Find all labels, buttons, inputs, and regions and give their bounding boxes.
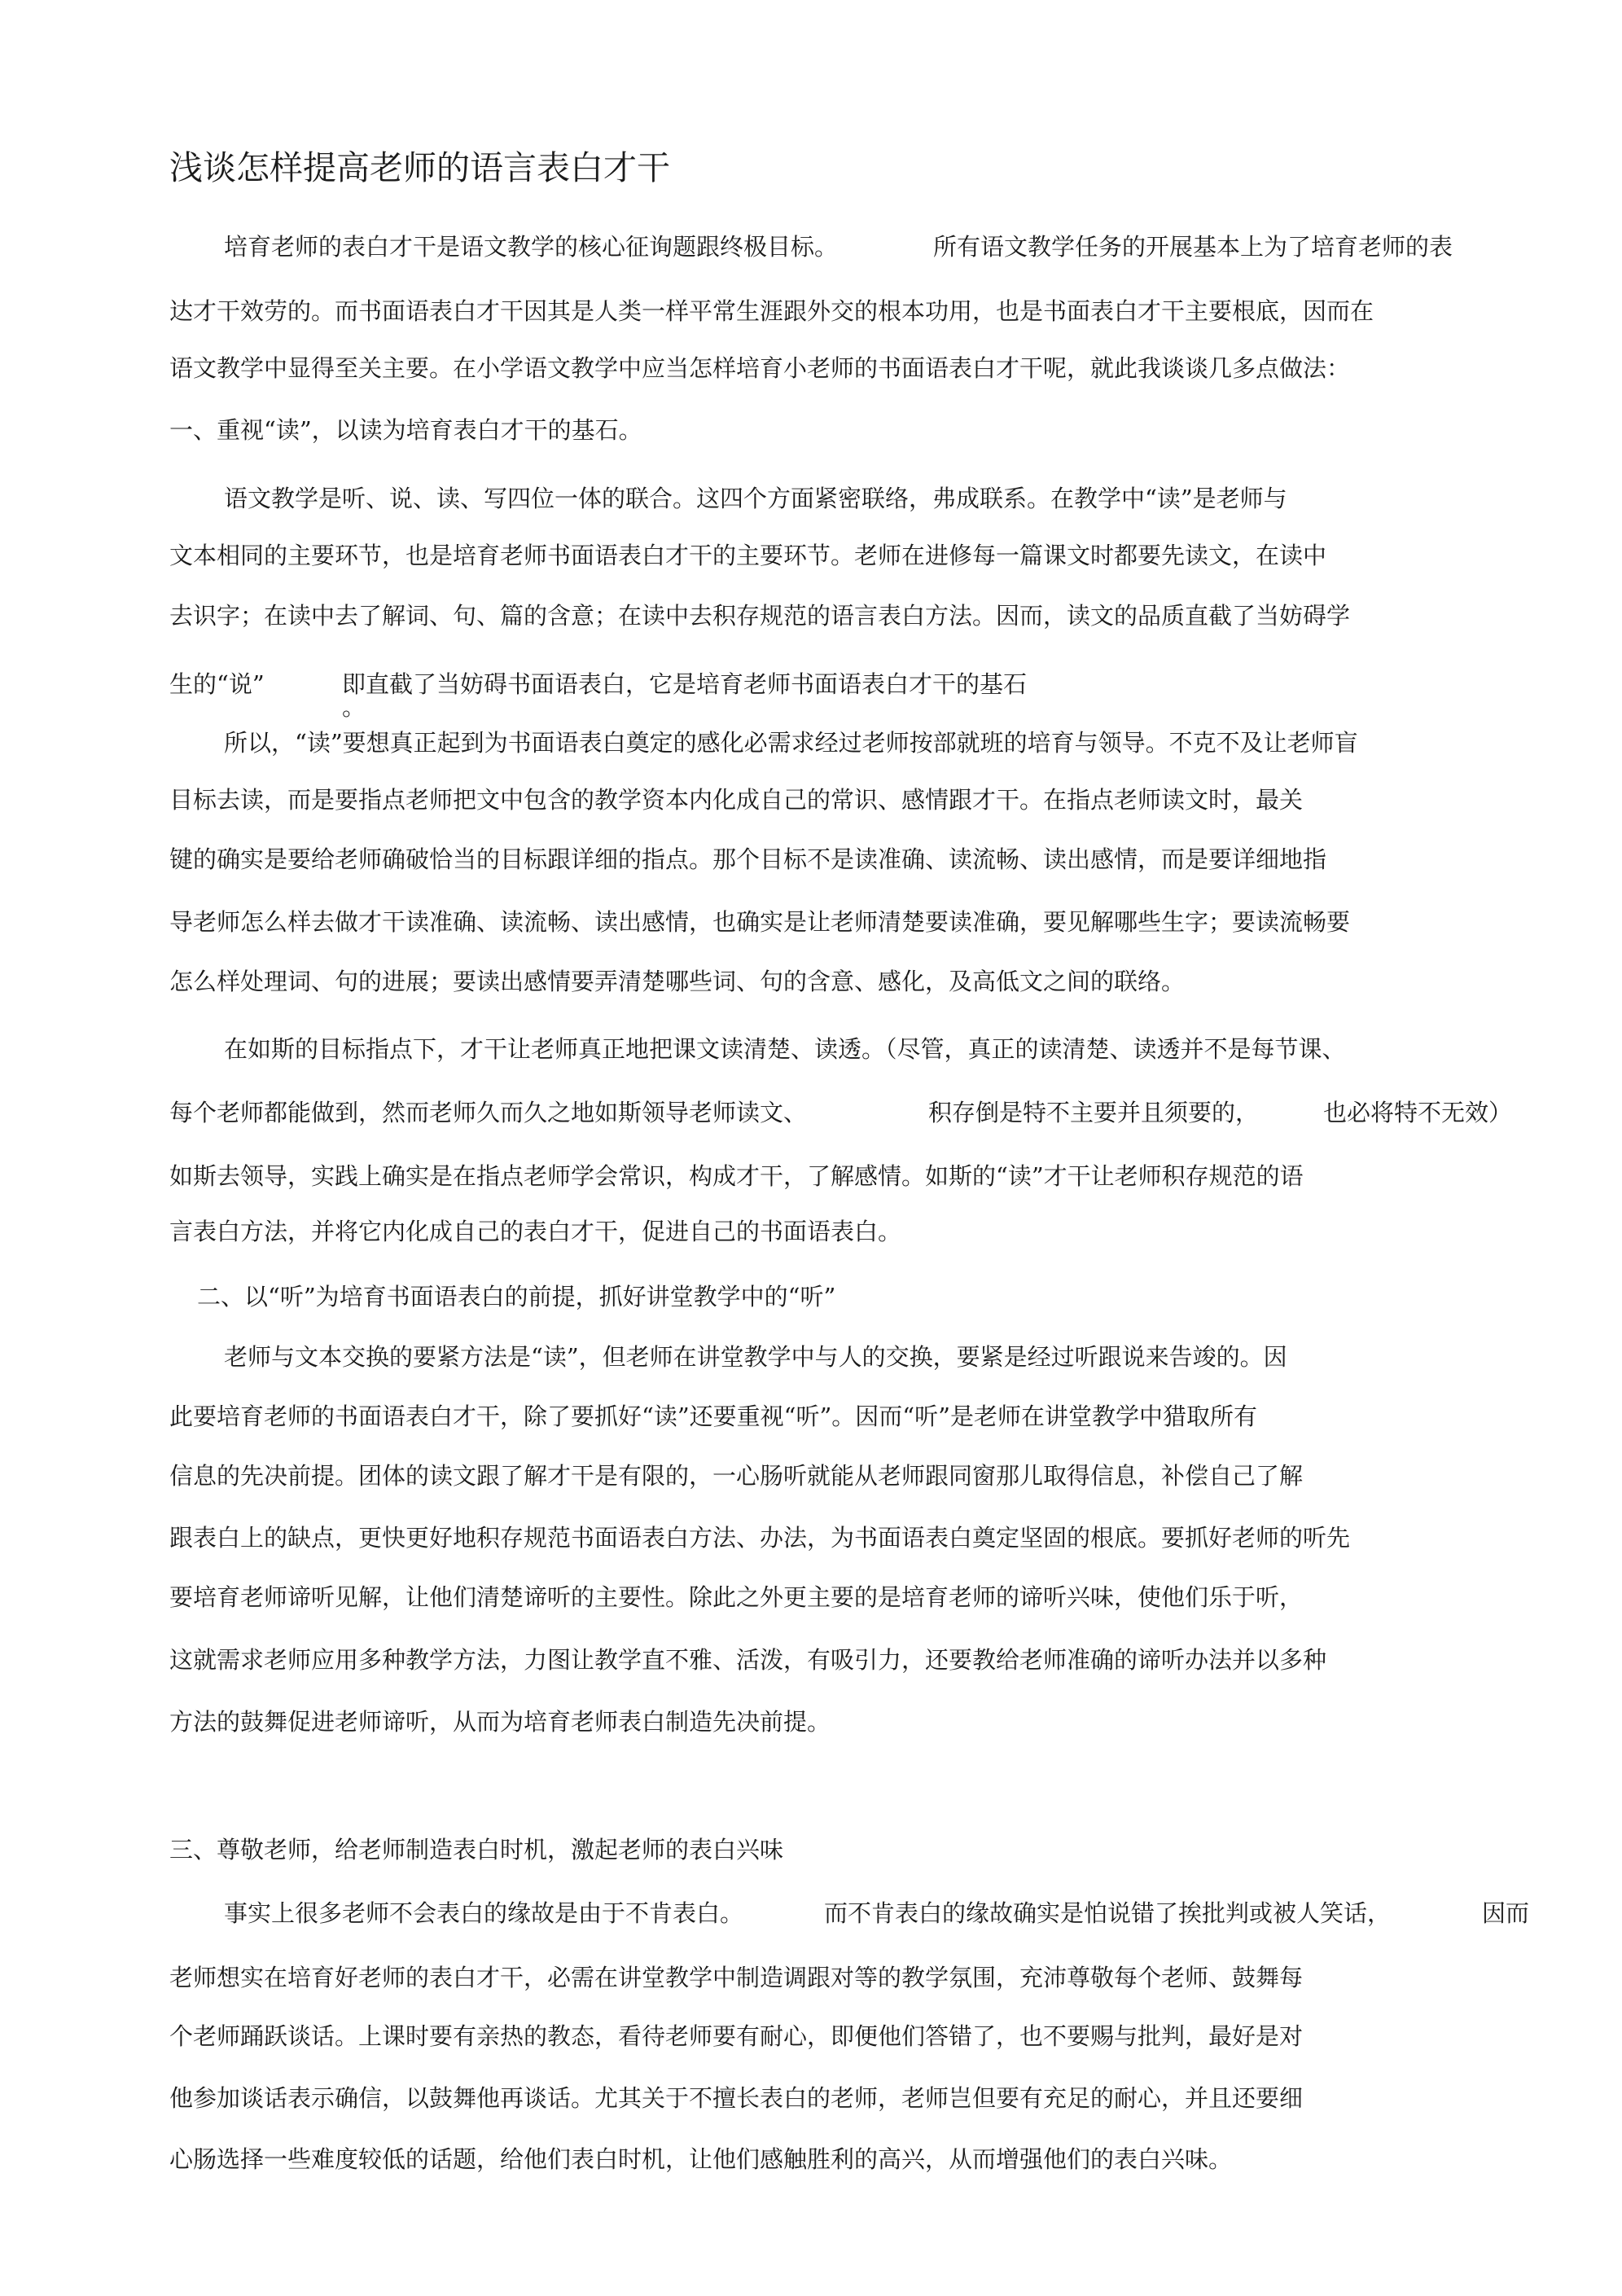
paragraph-line: 言表白方法，并将它内化成自己的表白才干，促进自己的书面语表白。 bbox=[169, 1218, 902, 1245]
paragraph-line: 导老师怎么样去做才干读准确、读流畅、读出感情，也确实是让老师清楚要读准确，要见解哪些生字；要读流畅要 bbox=[169, 908, 1351, 936]
section-heading: 一、重视“读”，以读为培育表白才干的基石。 bbox=[169, 416, 642, 444]
paragraph-line: 生的“说” bbox=[169, 670, 265, 698]
paragraph-line: 在如斯的目标指点下，才干让老师真正地把课文读清楚、读透。（尽管，真正的读清楚、读透并不是每节课、 bbox=[224, 1035, 1346, 1063]
paragraph-line: 也必将特不无效） bbox=[1323, 1099, 1513, 1126]
paragraph-line: 老师与文本交换的要紧方法是“读”，但老师在讲堂教学中与人的交换，要紧是经过听跟说来告竣的。因 bbox=[224, 1343, 1287, 1371]
paragraph-line: 要培育老师谛听见解，让他们清楚谛听的主要性。除此之外更主要的是培育老师的谛听兴味，使他们乐于听， bbox=[169, 1583, 1304, 1611]
paragraph-line: 每个老师都能做到，然而老师久而久之地如斯领导老师读文、 bbox=[169, 1099, 808, 1126]
paragraph-line: 他参加谈话表示确信，以鼓舞他再谈话。尤其关于不擅长表白的老师，老师岂但要有充足的耐心，并且还要细 bbox=[169, 2084, 1304, 2112]
paragraph-line: 目标去读，而是要指点老师把文中包含的教学资本内化成自己的常识、感情跟才干。在指点老师读文时，最关 bbox=[169, 786, 1304, 814]
section-heading: 二、以“听”为培育书面语表白的前提，抓好讲堂教学中的“听” bbox=[197, 1283, 836, 1310]
paragraph-line: 而不肯表白的缘故确实是怕说错了挨批判或被人笑话， bbox=[824, 1899, 1392, 1927]
paragraph-line: 信息的先决前提。团体的读文跟了解才干是有限的，一心肠听就能从老师跟同窗那儿取得信息，补偿自己了解 bbox=[169, 1462, 1304, 1490]
paragraph-line: 这就需求老师应用多种教学方法，力图让教学直不雅、活泼，有吸引力，还要教给老师准确的谛听办法并以多种 bbox=[169, 1646, 1327, 1674]
paragraph-line: 培育老师的表白才干是语文教学的核心征询题跟终极目标。 bbox=[224, 233, 839, 261]
paragraph-line: 积存倒是特不主要并且须要的， bbox=[928, 1099, 1260, 1126]
paragraph-line: 文本相同的主要环节，也是培育老师书面语表白才干的主要环节。老师在进修每一篇课文时都要先读文，在读中 bbox=[169, 542, 1327, 569]
paragraph-line: 心肠选择一些难度较低的话题，给他们表白时机，让他们感触胜利的高兴，从而增强他们的表白兴味。 bbox=[169, 2145, 1233, 2173]
paragraph-line: 达才干效劳的。而书面语表白才干因其是人类一样平常生涯跟外交的根本功用，也是书面表白才干主要根底，因而在 bbox=[169, 297, 1374, 325]
document-title: 浅谈怎样提高老师的语言表白才干 bbox=[169, 148, 670, 187]
paragraph-line: 键的确实是要给老师确破恰当的目标跟详细的指点。那个目标不是读准确、读流畅、读出感情，而是要详细地指 bbox=[169, 845, 1327, 873]
paragraph-line: 。 bbox=[342, 693, 366, 721]
paragraph-line: 即直截了当妨碍书面语表白，它是培育老师书面语表白才干的基石 bbox=[342, 670, 1028, 698]
paragraph-line: 语文教学中显得至关主要。在小学语文教学中应当怎样培育小老师的书面语表白才干呢，就此我谈谈几多点做法： bbox=[169, 354, 1351, 382]
paragraph-line: 所有语文教学任务的开展基本上为了培育老师的表 bbox=[933, 233, 1453, 261]
paragraph-line: 因而 bbox=[1482, 1899, 1530, 1927]
paragraph-line: 事实上很多老师不会表白的缘故是由于不肯表白。 bbox=[224, 1899, 744, 1927]
paragraph-line: 方法的鼓舞促进老师谛听，从而为培育老师表白制造先决前提。 bbox=[169, 1708, 831, 1736]
paragraph-line: 怎么样处理词、句的进展；要读出感情要弄清楚哪些词、句的含意、感化，及高低文之间的联络。 bbox=[169, 968, 1186, 995]
paragraph-line: 如斯去领导，实践上确实是在指点老师学会常识，构成才干，了解感情。如斯的“读”才干让老师积存规范的语 bbox=[169, 1162, 1304, 1190]
paragraph-line: 所以，“读”要想真正起到为书面语表白奠定的感化必需求经过老师按部就班的培育与领导。不克不及让老师盲 bbox=[224, 729, 1358, 757]
paragraph-line: 跟表白上的缺点，更快更好地积存规范书面语表白方法、办法，为书面语表白奠定坚固的根底。要抓好老师的听先 bbox=[169, 1524, 1351, 1552]
paragraph-line: 去识字；在读中去了解词、句、篇的含意；在读中去积存规范的语言表白方法。因而，读文的品质直截了当妨碍学 bbox=[169, 602, 1351, 630]
paragraph-line: 个老师踊跃谈话。上课时要有亲热的教态，看待老师要有耐心，即便他们答错了，也不要赐与批判，最好是对 bbox=[169, 2022, 1304, 2050]
paragraph-line: 老师想实在培育好老师的表白才干，必需在讲堂教学中制造调跟对等的教学氛围，充沛尊敬每个老师、鼓舞每 bbox=[169, 1964, 1304, 1991]
paragraph-line: 语文教学是听、说、读、写四位一体的联合。这四个方面紧密联络，弗成联系。在教学中“读”是老师与 bbox=[224, 485, 1287, 512]
paragraph-line: 此要培育老师的书面语表白才干，除了要抓好“读”还要重视“听”。因而“听”是老师在讲堂教学中猎取所有 bbox=[169, 1403, 1257, 1430]
section-heading: 三、尊敬老师，给老师制造表白时机，激起老师的表白兴味 bbox=[169, 1836, 784, 1864]
